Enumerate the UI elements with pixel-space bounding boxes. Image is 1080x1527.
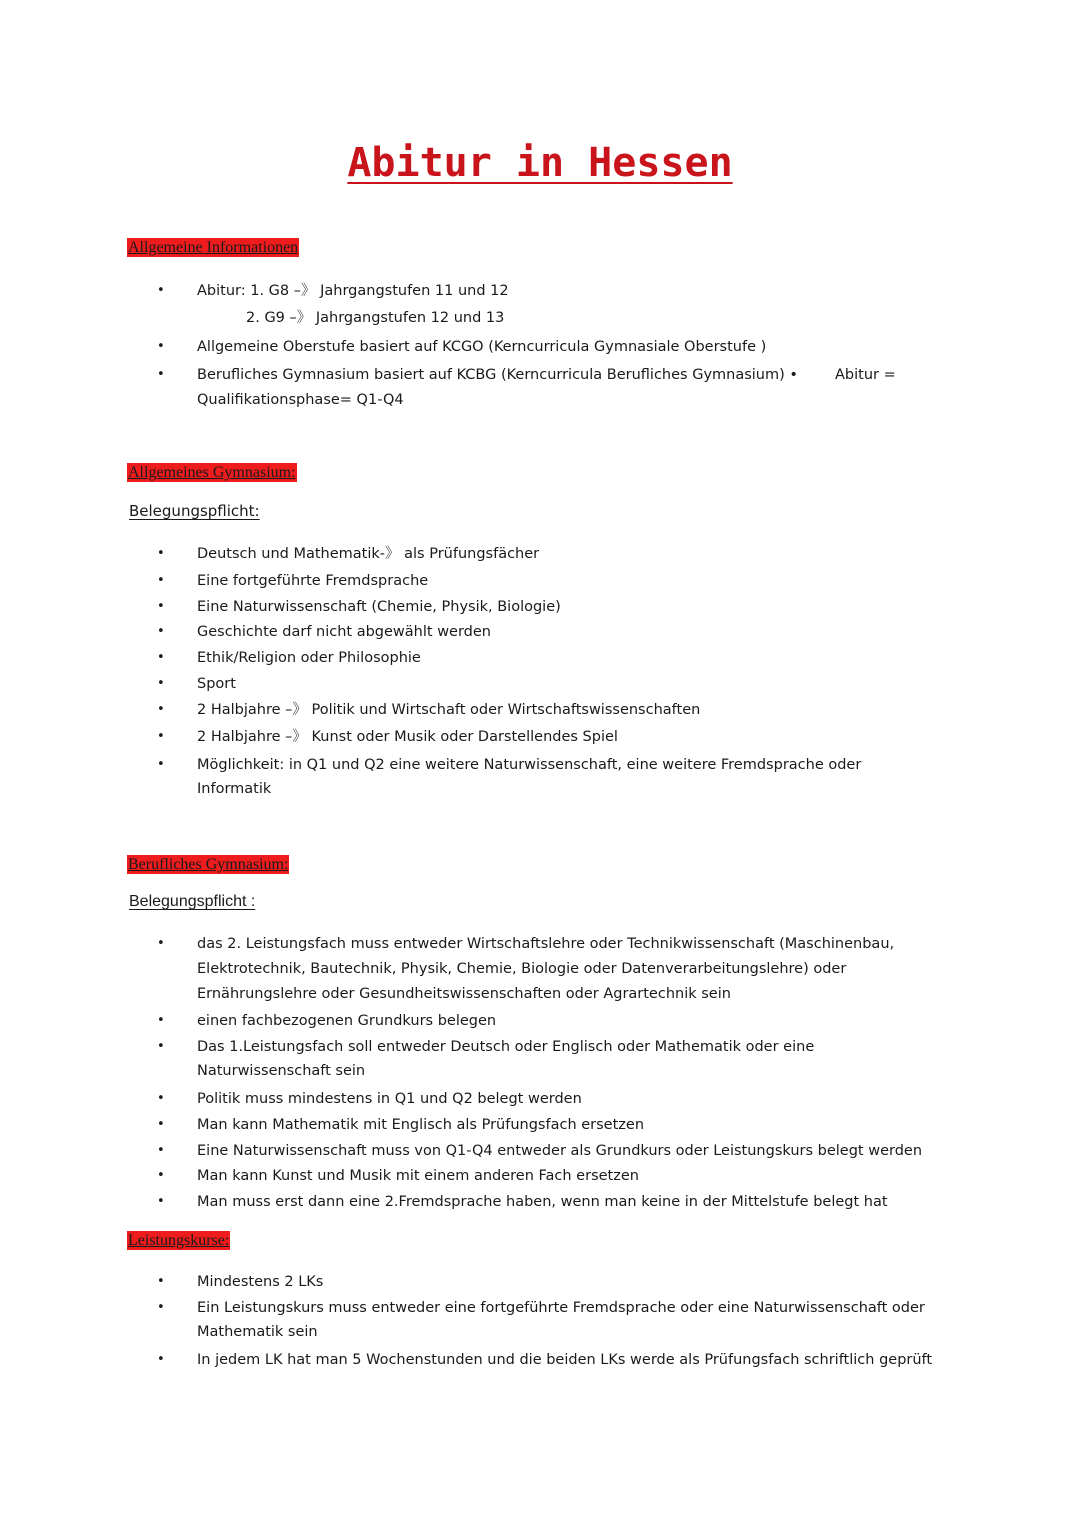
bullet: •	[157, 1274, 165, 1289]
list-item: Eine Naturwissenschaft muss von Q1-Q4 entweder als Grundkurs oder Leistungskurs belegt werden	[197, 1143, 923, 1159]
list-item: Deutsch und Mathematik-》 als Prüfungsfächer	[197, 546, 540, 562]
bullet: •	[157, 757, 165, 772]
bullet: •	[157, 1352, 165, 1367]
list-item: Ein Leistungskurs muss entweder eine fortgeführte Fremdsprache oder eine Naturwissenschaft oder Mathematik sein	[197, 1300, 925, 1340]
list-item: Man kann Kunst und Musik mit einem anderen Fach ersetzen	[197, 1168, 639, 1184]
bullet: •	[157, 676, 165, 691]
list-item-qualifikationsphase: Qualifikationsphase= Q1-Q4	[197, 392, 404, 408]
subheading-belegungspflicht: Belegungspflicht:	[129, 502, 260, 520]
list-item: das 2. Leistungsfach muss entweder Wirtschaftslehre oder Technikwissenschaft (Maschinenbau, Elektrotechnik, Bautechnik, Physik, Chemie, Biologie oder Datenverarbeitungslehre) oder Ernährungslehre oder Gesundheitswissenschaften oder Agrartechnik sein	[197, 936, 895, 1002]
list-item: Geschichte darf nicht abgewählt werden	[197, 624, 491, 640]
list-item: 2 Halbjahre –》 Kunst oder Musik oder Darstellendes Spiel	[197, 729, 618, 745]
bullet: •	[157, 1039, 165, 1054]
section-heading-general-info: Allgemeine Informationen	[128, 239, 299, 256]
bullet: •	[157, 624, 165, 639]
list-item: Eine fortgeführte Fremdsprache	[197, 573, 429, 589]
bullet: •	[157, 283, 165, 298]
bullet: •	[157, 729, 165, 744]
bullet: •	[157, 936, 165, 951]
bullet: •	[157, 1143, 165, 1158]
bullet: •	[157, 1117, 165, 1132]
bullet: •	[157, 546, 165, 561]
list-item-abitur-g9: 2. G9 –》 Jahrgangstufen 12 und 13	[246, 310, 505, 326]
bullet: •	[157, 702, 165, 717]
list-item: Mindestens 2 LKs	[197, 1274, 324, 1290]
bullet: •	[157, 650, 165, 665]
bullet: •	[157, 367, 165, 382]
list-item: In jedem LK hat man 5 Wochenstunden und die beiden LKs werde als Prüfungsfach schriftlich geprüft	[197, 1352, 933, 1368]
section-heading-leistungskurse: Leistungskurse:	[128, 1232, 230, 1249]
list-item: Sport	[197, 676, 236, 692]
bullet: •	[157, 1300, 165, 1315]
subheading-belegungspflicht: Belegungspflicht :	[129, 893, 256, 910]
page-title: Abitur in Hessen	[347, 140, 733, 186]
list-item: Ethik/Religion oder Philosophie	[197, 650, 421, 666]
section-heading-berufliches-gymnasium: Berufliches Gymnasium:	[128, 856, 289, 873]
list-item-abitur-g8: Abitur: 1. G8 –》 Jahrgangstufen 11 und 12	[197, 283, 509, 299]
bullet: •	[157, 599, 165, 614]
list-item: Möglichkeit: in Q1 und Q2 eine weitere Naturwissenschaft, eine weitere Fremdsprache oder Informatik	[197, 757, 862, 797]
bullet: •	[157, 1194, 165, 1209]
list-item: 2 Halbjahre –》 Politik und Wirtschaft oder Wirtschaftswissenschaften	[197, 702, 701, 718]
list-item: Man kann Mathematik mit Englisch als Prüfungsfach ersetzen	[197, 1117, 645, 1133]
bullet: •	[157, 1168, 165, 1183]
bullet: •	[157, 573, 165, 588]
list-item-kcgo: Allgemeine Oberstufe basiert auf KCGO (Kerncurricula Gymnasiale Oberstufe )	[197, 339, 767, 355]
list-item-abitur-equals: Abitur =	[835, 367, 896, 383]
list-item: einen fachbezogenen Grundkurs belegen	[197, 1013, 497, 1029]
list-item: Man muss erst dann eine 2.Fremdsprache haben, wenn man keine in der Mittelstufe belegt hat	[197, 1194, 888, 1210]
bullet: •	[157, 1091, 165, 1106]
list-item: Eine Naturwissenschaft (Chemie, Physik, Biologie)	[197, 599, 561, 615]
bullet: •	[157, 1013, 165, 1028]
list-item: Politik muss mindestens in Q1 und Q2 belegt werden	[197, 1091, 582, 1107]
list-item: Das 1.Leistungsfach soll entweder Deutsch oder Englisch oder Mathematik oder eine Naturwissenschaft sein	[197, 1039, 815, 1079]
list-item-kcbg: Berufliches Gymnasium basiert auf KCBG (Kerncurricula Berufliches Gymnasium) •	[197, 367, 798, 383]
section-heading-allgemeines-gymnasium: Allgemeines Gymnasium:	[128, 464, 296, 481]
bullet: •	[157, 339, 165, 354]
